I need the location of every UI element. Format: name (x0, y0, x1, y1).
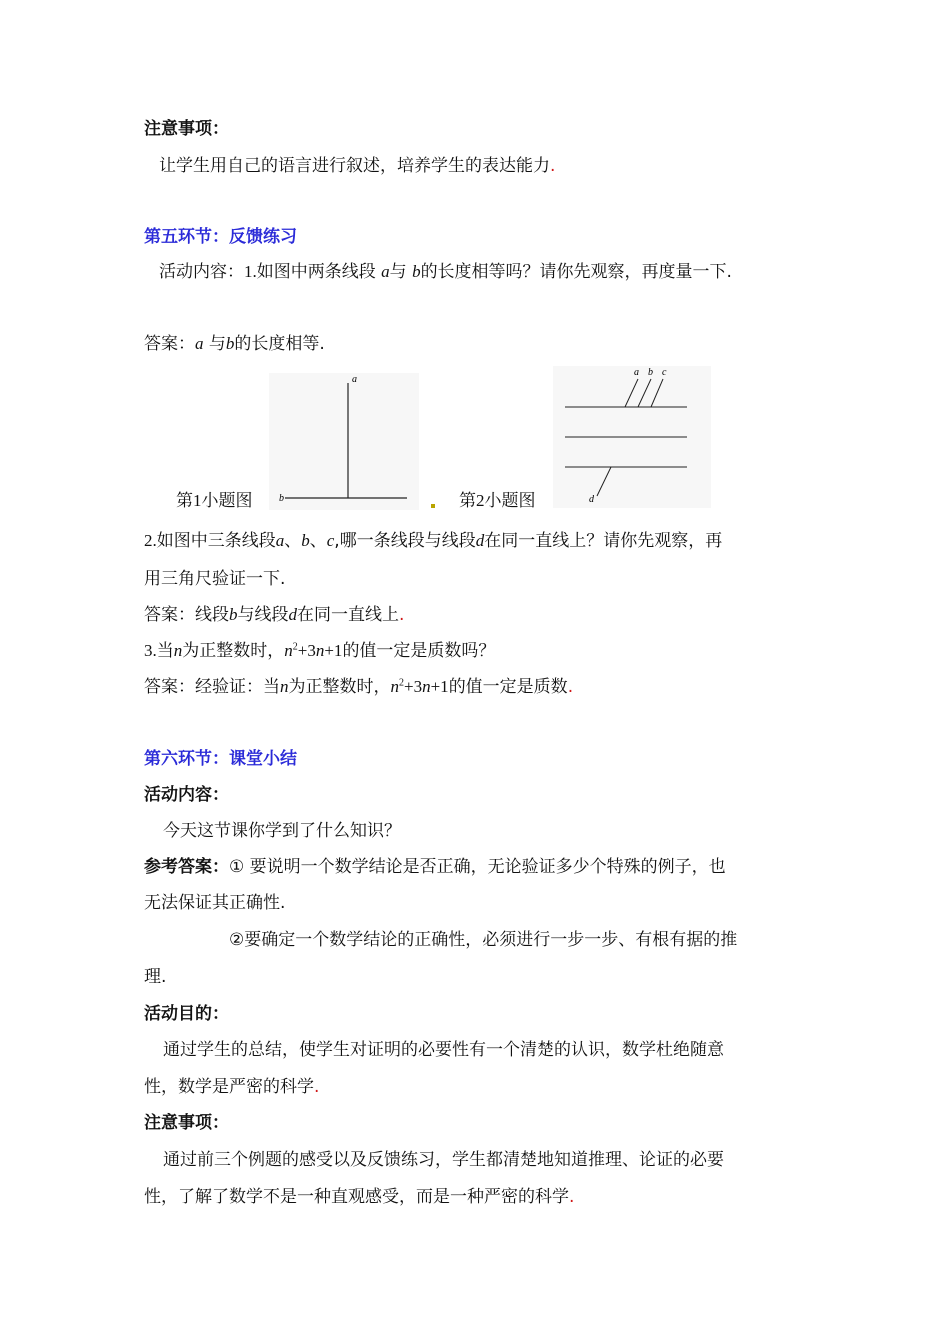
reference-answer-2-line2: 理. (144, 967, 167, 987)
activity-goal-text-line2: 性，数学是严密的科学. (144, 1077, 320, 1097)
notes-label-2: 注意事项： (144, 1113, 229, 1133)
question-3: 3.当n为正整数时，$n^2+3n+1$的值一定是质数吗？ (144, 641, 496, 661)
reference-answer-1-line2: 无法保证其正确性. (144, 893, 286, 913)
reference-answer-1: 参考答案：① 要说明一个数学结论是否正确，无论验证多少个特殊的例子，也 (144, 857, 726, 877)
label-a: a (352, 374, 357, 385)
marker-dot (431, 504, 435, 508)
answer-2: 答案：线段b与线段d在同一直线上. (144, 605, 405, 625)
segment-b (638, 379, 651, 407)
activity-content-label: 活动内容： (144, 785, 229, 805)
reference-answer-2: ②要确定一个数学结论的正确性，必须进行一步一步、有根有据的推 (229, 930, 738, 950)
label-b: b (648, 367, 653, 378)
question-2-line2: 用三角尺验证一下. (144, 569, 286, 589)
notes-text: 让学生用自己的语言进行叙述，培养学生的表达能力. (159, 156, 556, 176)
notes-text-2-line2: 性，了解了数学不是一种直观感受，而是一种严密的科学. (144, 1187, 575, 1207)
answer-1: 答案：a 与b的长度相等. (144, 334, 325, 354)
activity-goal-text: 通过学生的总结，使学生对证明的必要性有一个清楚的认识，数学杜绝随意 (163, 1040, 724, 1060)
activity-goal-label: 活动目的： (144, 1004, 229, 1024)
answer-3: 答案：经验证：当n为正整数时，$n^2+3n+1$的值一定是质数. (144, 677, 574, 697)
notes-label: 注意事项： (144, 119, 229, 139)
activity-content-text: 今天这节课你学到了什么知识？ (163, 821, 401, 841)
notes-text-2: 通过前三个例题的感受以及反馈练习，学生都清楚地知道推理、论证的必要 (163, 1150, 724, 1170)
segment-c (651, 379, 663, 407)
figure-2-caption: 第2小题图 (459, 491, 536, 511)
section5-heading: 第五环节：反馈练习 (144, 227, 297, 247)
figure-1-caption: 第1小题图 (176, 491, 253, 511)
question-1: 活动内容：1.如图中两条线段 a与 b的长度相等吗？请你先观察，再度量一下. (159, 262, 732, 282)
question-2: 2.如图中三条线段a、b、c,哪一条线段与线段d在同一直线上？请你先观察，再 (144, 531, 723, 551)
label-b: b (279, 493, 284, 504)
segment-a (625, 379, 638, 407)
section6-heading: 第六环节：课堂小结 (144, 749, 297, 769)
figure-2 (553, 366, 711, 508)
label-d: d (589, 494, 594, 505)
figure-1 (269, 373, 419, 510)
label-c: c (662, 367, 667, 378)
label-a: a (634, 367, 639, 378)
segment-d (597, 467, 611, 496)
